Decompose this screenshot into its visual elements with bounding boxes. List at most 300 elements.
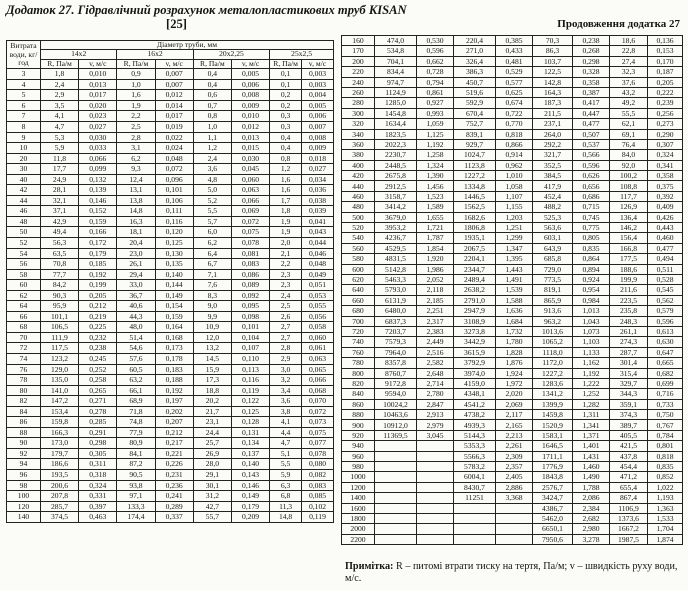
value-cell: 704,1 xyxy=(375,56,417,66)
value-cell: 7579,3 xyxy=(375,337,417,347)
value-cell: 0,767 xyxy=(648,420,683,430)
value-cell: 1,8 xyxy=(270,206,302,217)
value-cell: 223,5 xyxy=(610,295,648,305)
value-cell: 1341,2 xyxy=(533,389,573,399)
value-cell: 1,222 xyxy=(573,378,610,388)
value-cell: 0,278 xyxy=(79,406,117,417)
value-cell: 0,2 xyxy=(270,90,302,101)
value-cell: 2638,2 xyxy=(454,285,496,295)
value-cell: 2448,5 xyxy=(375,160,417,170)
flow-cell: 460 xyxy=(342,191,375,201)
table-row xyxy=(342,56,683,66)
value-cell: 62,1 xyxy=(610,119,648,129)
value-cell: 1,162 xyxy=(573,358,610,368)
value-cell: 0,477 xyxy=(648,243,683,253)
value-cell: 80,9 xyxy=(117,438,155,449)
value-cell: 1,460 xyxy=(573,462,610,472)
table-row xyxy=(342,191,683,201)
table-row xyxy=(7,396,334,407)
flow-cell: 60 xyxy=(7,280,41,291)
value-cell: 1,443 xyxy=(496,264,533,274)
value-cell: 1,013 xyxy=(573,306,610,316)
value-cell: 0,699 xyxy=(648,378,683,388)
value-cell xyxy=(417,513,454,523)
value-cell: 1711,1 xyxy=(533,451,573,461)
table-row xyxy=(342,472,683,482)
value-cell: 285,7 xyxy=(40,501,78,512)
value-cell: 1843,8 xyxy=(533,472,573,482)
value-cell: 0,003 xyxy=(302,79,334,90)
table-row xyxy=(7,269,334,280)
value-cell: 0,417 xyxy=(573,98,610,108)
flow-cell: 580 xyxy=(342,254,375,264)
value-cell: 1013,6 xyxy=(533,326,573,336)
table-row xyxy=(342,513,683,523)
value-cell: 1,0 xyxy=(117,79,155,90)
value-cell: 0,225 xyxy=(79,322,117,333)
value-cell: 57,6 xyxy=(117,353,155,364)
table-row xyxy=(342,462,683,472)
value-cell: 0,197 xyxy=(155,396,193,407)
value-cell: 4236,7 xyxy=(375,233,417,243)
value-cell: 0,101 xyxy=(155,185,193,196)
table-row xyxy=(7,385,334,396)
value-cell: 0,077 xyxy=(302,438,334,449)
table-row xyxy=(342,430,683,440)
value-cell: 1,2 xyxy=(193,143,231,154)
value-cell: 0,080 xyxy=(302,459,334,470)
table-row xyxy=(7,248,334,259)
value-cell: 0,066 xyxy=(231,195,269,206)
value-cell: 2204,1 xyxy=(454,254,496,264)
value-cell: 18,8 xyxy=(193,385,231,396)
value-cell: 26,9 xyxy=(193,448,231,459)
value-cell: 0,111 xyxy=(155,206,193,217)
table-row xyxy=(7,164,334,175)
value-cell: 0,012 xyxy=(155,90,193,101)
value-cell: 0,4 xyxy=(193,79,231,90)
value-cell: 0,397 xyxy=(79,501,117,512)
value-cell: 0,083 xyxy=(302,480,334,491)
flow-cell: 56 xyxy=(7,259,41,270)
value-cell: 315,4 xyxy=(610,368,648,378)
value-cell: 7964,0 xyxy=(375,347,417,357)
value-cell: 0,069 xyxy=(231,206,269,217)
table-row xyxy=(342,243,683,253)
value-cell: 0,192 xyxy=(155,385,193,396)
table-row xyxy=(7,237,334,248)
r-unit-header: R, Па/м xyxy=(270,59,302,68)
value-cell: 1106,9 xyxy=(610,503,648,513)
value-cell: 0,596 xyxy=(648,316,683,326)
value-cell: 0,217 xyxy=(155,438,193,449)
value-cell: 2,7 xyxy=(270,322,302,333)
value-cell: 0,013 xyxy=(231,132,269,143)
value-cell: 271,0 xyxy=(454,46,496,56)
value-cell: 0,168 xyxy=(155,332,193,343)
value-cell: 0,004 xyxy=(302,90,334,101)
table-row xyxy=(342,306,683,316)
value-cell: 2,2 xyxy=(117,111,155,122)
flow-cell: 420 xyxy=(342,171,375,181)
value-cell: 525,3 xyxy=(533,212,573,222)
value-cell: 3,278 xyxy=(573,534,610,544)
flow-cell: 380 xyxy=(342,150,375,160)
value-cell: 0,298 xyxy=(573,56,610,66)
value-cell: 37,6 xyxy=(610,77,648,87)
value-cell: 2,980 xyxy=(573,524,610,534)
table-row xyxy=(7,353,334,364)
value-cell: 44,3 xyxy=(117,311,155,322)
value-cell: 87,2 xyxy=(117,459,155,470)
value-cell: 186,6 xyxy=(40,459,78,470)
value-cell: 5,2 xyxy=(193,195,231,206)
value-cell: 146,2 xyxy=(610,223,648,233)
table-row xyxy=(7,69,334,80)
value-cell: 100,2 xyxy=(610,171,648,181)
value-cell: 0,477 xyxy=(573,119,610,129)
table-row xyxy=(7,501,334,512)
flow-cell: 300 xyxy=(342,108,375,118)
value-cell: 2,357 xyxy=(496,462,533,472)
value-cell: 0,048 xyxy=(302,259,334,270)
value-cell: 0,009 xyxy=(231,100,269,111)
page-title: Додаток 27. Гідравлічний розрахунок металопластикових труб KISAN xyxy=(6,3,407,17)
value-cell: 1,1 xyxy=(193,132,231,143)
value-cell: 1399,9 xyxy=(533,399,573,409)
value-cell: 1,589 xyxy=(417,202,454,212)
table-row xyxy=(342,524,683,534)
flow-cell: 340 xyxy=(342,129,375,139)
value-cell: 0,125 xyxy=(231,406,269,417)
value-cell: 0,307 xyxy=(648,139,683,149)
value-cell: 0,033 xyxy=(79,143,117,154)
flow-cell: 220 xyxy=(342,67,375,77)
value-cell: 0,164 xyxy=(155,322,193,333)
flow-cell: 8 xyxy=(7,121,41,132)
value-cell: 0,063 xyxy=(231,185,269,196)
value-cell: 384,5 xyxy=(533,171,573,181)
value-cell: 0,183 xyxy=(155,364,193,375)
table-row xyxy=(7,322,334,333)
value-cell: 0,134 xyxy=(231,438,269,449)
value-cell: 0,008 xyxy=(302,132,334,143)
value-cell: 0,265 xyxy=(79,385,117,396)
table-row xyxy=(342,264,683,274)
value-cell: 0,537 xyxy=(573,139,610,149)
value-cell: 359,1 xyxy=(610,399,648,409)
value-cell: 0,8 xyxy=(193,111,231,122)
value-cell: 5,9 xyxy=(270,470,302,481)
value-cell: 0,018 xyxy=(302,153,334,164)
value-cell: 193,5 xyxy=(40,470,78,481)
value-cell: 174,4 xyxy=(117,512,155,523)
value-cell: 1,347 xyxy=(496,243,533,253)
value-cell: 0,152 xyxy=(79,206,117,217)
flow-cell: 9 xyxy=(7,132,41,143)
flow-cell: 40 xyxy=(7,174,41,185)
value-cell: 86,3 xyxy=(533,46,573,56)
value-cell xyxy=(417,482,454,492)
value-cell: 1123,8 xyxy=(454,160,496,170)
value-cell: 248,3 xyxy=(610,316,648,326)
table-row xyxy=(7,280,334,291)
value-cell: 0,110 xyxy=(231,353,269,364)
flow-cell: 3 xyxy=(7,69,41,80)
value-cell: 0,101 xyxy=(231,322,269,333)
value-cell: 0,061 xyxy=(302,343,334,354)
value-cell: 0,331 xyxy=(79,491,117,502)
value-cell: 0,202 xyxy=(155,406,193,417)
value-cell xyxy=(375,451,417,461)
value-cell: 4,1 xyxy=(40,111,78,122)
value-cell: 0,027 xyxy=(302,164,334,175)
value-cell: 51,4 xyxy=(117,332,155,343)
value-cell: 1,9 xyxy=(270,216,302,227)
value-cell: 6,2 xyxy=(117,153,155,164)
value-cell: 2022,3 xyxy=(375,139,417,149)
value-cell: 95,9 xyxy=(40,301,78,312)
value-cell: 1806,8 xyxy=(454,223,496,233)
flow-cell: 7 xyxy=(7,111,41,122)
value-cell xyxy=(454,534,496,544)
value-cell: 0,715 xyxy=(573,202,610,212)
value-cell: 0,258 xyxy=(79,375,117,386)
value-cell: 0,686 xyxy=(573,191,610,201)
value-cell: 0,081 xyxy=(231,248,269,259)
flow-cell: 1400 xyxy=(342,493,375,503)
value-cell: 685,8 xyxy=(533,254,573,264)
value-cell: 0,049 xyxy=(302,269,334,280)
value-cell: 670,4 xyxy=(454,108,496,118)
value-cell: 1,924 xyxy=(496,368,533,378)
value-cell: 7,1 xyxy=(193,269,231,280)
value-cell: 1,8 xyxy=(40,69,78,80)
flow-cell: 800 xyxy=(342,368,375,378)
value-cell: 1,103 xyxy=(573,337,610,347)
value-cell: 3,8 xyxy=(270,406,302,417)
value-cell: 0,613 xyxy=(648,326,683,336)
value-cell: 31,2 xyxy=(193,491,231,502)
value-cell xyxy=(375,441,417,451)
value-cell: 2,118 xyxy=(417,285,454,295)
flow-cell: 78 xyxy=(7,375,41,386)
value-cell: 0,102 xyxy=(302,501,334,512)
table-row xyxy=(7,480,334,491)
flow-cell: 980 xyxy=(342,462,375,472)
table-row xyxy=(342,202,683,212)
value-cell: 211,5 xyxy=(533,108,573,118)
value-cell: 0,153 xyxy=(648,46,683,56)
table-row xyxy=(7,185,334,196)
value-cell: 3679,0 xyxy=(375,212,417,222)
value-cell: 0,048 xyxy=(155,153,193,164)
value-cell: 10463,6 xyxy=(375,410,417,420)
value-cell: 9,3 xyxy=(117,164,155,175)
value-cell: 0,027 xyxy=(79,121,117,132)
value-cell: 2230,7 xyxy=(375,150,417,160)
value-cell: 2791,0 xyxy=(454,295,496,305)
value-cell: 0,007 xyxy=(302,121,334,132)
flow-cell: 740 xyxy=(342,337,375,347)
value-cell: 1459,8 xyxy=(533,410,573,420)
flow-cell: 660 xyxy=(342,295,375,305)
value-cell: 17,3 xyxy=(193,375,231,386)
value-cell: 24,9 xyxy=(40,174,78,185)
value-cell: 1446,5 xyxy=(454,191,496,201)
value-cell: 1,107 xyxy=(496,191,533,201)
flow-cell: 100 xyxy=(7,491,41,502)
value-cell: 2,582 xyxy=(417,358,454,368)
value-cell: 0,324 xyxy=(648,150,683,160)
value-cell: 0,409 xyxy=(648,202,683,212)
table-row xyxy=(342,389,683,399)
value-cell: 471,2 xyxy=(610,472,648,482)
value-cell: 0,041 xyxy=(302,216,334,227)
value-cell: 0,3 xyxy=(270,111,302,122)
value-cell: 1,588 xyxy=(496,295,533,305)
value-cell xyxy=(496,513,533,523)
value-cell: 106,5 xyxy=(40,322,78,333)
value-cell: 84,1 xyxy=(117,448,155,459)
flow-cell: 46 xyxy=(7,206,41,217)
value-cell: 1,2 xyxy=(270,164,302,175)
value-cell: 3953,2 xyxy=(375,223,417,233)
value-cell: 1,854 xyxy=(417,243,454,253)
value-cell: 488,2 xyxy=(533,202,573,212)
value-cell: 1776,9 xyxy=(533,462,573,472)
flow-cell: 84 xyxy=(7,406,41,417)
value-cell: 1667,2 xyxy=(610,524,648,534)
value-cell: 2,213 xyxy=(496,430,533,440)
value-cell: 7950,6 xyxy=(533,534,573,544)
table-row xyxy=(7,121,334,132)
flow-cell: 54 xyxy=(7,248,41,259)
value-cell: 142,8 xyxy=(533,77,573,87)
flow-cell: 960 xyxy=(342,451,375,461)
value-cell: 71,8 xyxy=(117,406,155,417)
value-cell: 2,251 xyxy=(417,306,454,316)
value-cell: 0,962 xyxy=(496,160,533,170)
value-cell: 1,258 xyxy=(417,150,454,160)
value-cell: 0,014 xyxy=(155,100,193,111)
table-row xyxy=(7,90,334,101)
value-cell: 173,0 xyxy=(40,438,78,449)
size-header: 16x2 xyxy=(117,50,193,59)
value-cell: 865,9 xyxy=(533,295,573,305)
note-label: Примітка: xyxy=(345,561,394,572)
value-cell: 0,030 xyxy=(231,153,269,164)
value-cell: 2912,5 xyxy=(375,181,417,191)
value-cell: 1,920 xyxy=(417,254,454,264)
value-cell: 0,137 xyxy=(231,448,269,459)
value-cell: 177,5 xyxy=(610,254,648,264)
value-cell: 1454,8 xyxy=(375,108,417,118)
table-row xyxy=(342,420,683,430)
value-cell: 8357,8 xyxy=(375,358,417,368)
value-cell: 0,116 xyxy=(155,216,193,227)
value-cell: 68,9 xyxy=(117,396,155,407)
table-row xyxy=(7,227,334,238)
table-row xyxy=(342,223,683,233)
value-cell: 9,9 xyxy=(193,311,231,322)
table-row xyxy=(7,100,334,111)
flow-cell: 840 xyxy=(342,389,375,399)
value-cell: 6,3 xyxy=(270,480,302,491)
value-cell: 1646,5 xyxy=(533,441,573,451)
value-cell: 6,0 xyxy=(193,227,231,238)
value-cell: 6,2 xyxy=(193,237,231,248)
value-cell: 963,2 xyxy=(533,316,573,326)
value-cell: 1373,6 xyxy=(610,513,648,523)
table-row xyxy=(7,174,334,185)
value-cell: 0,172 xyxy=(79,237,117,248)
value-cell xyxy=(454,524,496,534)
value-cell: 103,7 xyxy=(533,56,573,66)
value-cell: 4738,2 xyxy=(454,410,496,420)
flow-cell: 780 xyxy=(342,358,375,368)
reference: [25] xyxy=(166,17,187,31)
value-cell: 29,1 xyxy=(193,470,231,481)
table-row xyxy=(342,98,683,108)
table-row xyxy=(7,290,334,301)
value-cell: 156,4 xyxy=(610,233,648,243)
value-cell: 0,140 xyxy=(155,269,193,280)
flow-cell: 64 xyxy=(7,301,41,312)
table-row xyxy=(342,139,683,149)
value-cell: 0,060 xyxy=(231,174,269,185)
flow-cell: 62 xyxy=(7,290,41,301)
value-cell: 117,7 xyxy=(610,191,648,201)
flow-cell: 260 xyxy=(342,87,375,97)
value-cell: 2947,9 xyxy=(454,306,496,316)
value-cell: 4939,3 xyxy=(454,420,496,430)
value-cell: 819,1 xyxy=(533,285,573,295)
value-cell: 1,539 xyxy=(496,285,533,295)
value-cell: 0,238 xyxy=(573,36,610,46)
value-cell: 0,463 xyxy=(79,512,117,523)
value-cell: 1,341 xyxy=(573,420,610,430)
flow-cell: 600 xyxy=(342,264,375,274)
size-header: 20x2,25 xyxy=(193,50,269,59)
hydraulic-table-left xyxy=(6,40,334,523)
value-cell: 17,7 xyxy=(40,164,78,175)
value-cell: 40,6 xyxy=(117,301,155,312)
table-row xyxy=(342,493,683,503)
value-cell: 0,665 xyxy=(648,358,683,368)
value-cell: 84,0 xyxy=(610,150,648,160)
value-cell: 0,058 xyxy=(302,322,334,333)
value-cell: 0,082 xyxy=(302,470,334,481)
value-cell: 0,099 xyxy=(79,164,117,175)
value-cell: 48,0 xyxy=(117,322,155,333)
value-cell: 0,4 xyxy=(193,69,231,80)
flow-cell: 48 xyxy=(7,216,41,227)
value-cell: 36,7 xyxy=(117,290,155,301)
value-cell: 2,383 xyxy=(417,326,454,336)
value-cell: 0,022 xyxy=(155,132,193,143)
value-cell: 0,2 xyxy=(270,100,302,111)
value-cell: 752,7 xyxy=(454,119,496,129)
value-cell: 2344,7 xyxy=(454,264,496,274)
value-cell: 1823,5 xyxy=(375,129,417,139)
table-row xyxy=(7,206,334,217)
value-cell: 0,212 xyxy=(155,427,193,438)
table-row xyxy=(342,67,683,77)
value-cell: 66,1 xyxy=(117,385,155,396)
value-cell: 20,4 xyxy=(117,237,155,248)
value-cell: 32,3 xyxy=(610,67,648,77)
